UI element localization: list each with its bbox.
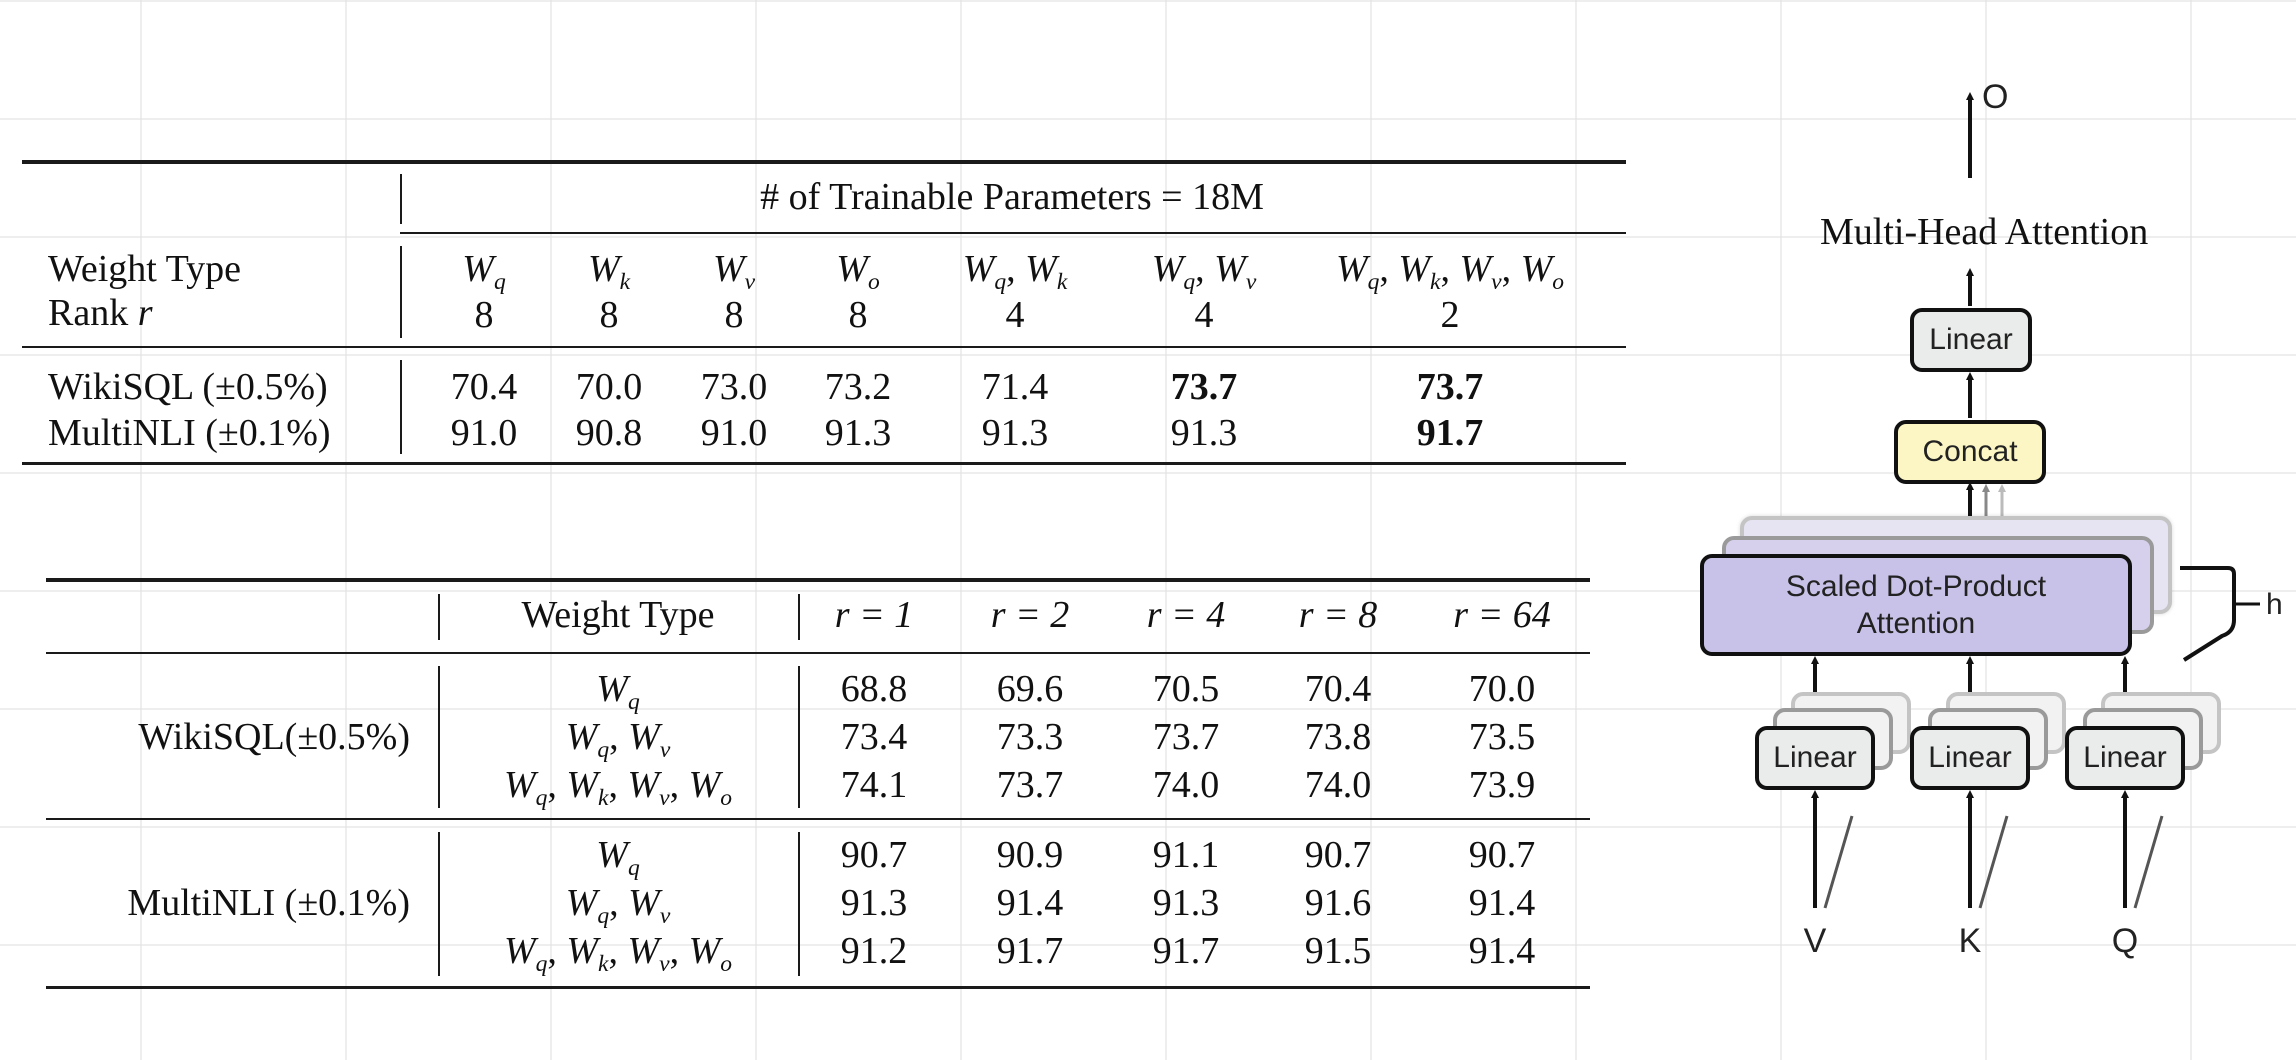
weight-separator: ,	[669, 930, 689, 972]
multi-head-attention-diagram	[1700, 60, 2296, 1000]
table-cell: 73.2	[824, 366, 892, 408]
rank-value: 2	[1440, 294, 1460, 336]
weight-separator: ,	[609, 716, 629, 758]
weight-subscript: q	[994, 269, 1007, 296]
h-bracket	[2180, 568, 2234, 660]
table-cell: 68.8	[840, 668, 908, 710]
weight-symbol: $W_q$	[596, 668, 640, 716]
weight-separator: ,	[1379, 248, 1399, 290]
table-cell: 91.4	[1468, 930, 1536, 972]
table-cell: 73.7	[996, 764, 1064, 806]
column-divider	[438, 666, 440, 808]
column-divider	[798, 666, 800, 808]
weight-type-cell	[566, 884, 671, 929]
rank-variable: r	[137, 292, 153, 334]
table-trainable-parameters	[22, 160, 1626, 470]
heads-label: h	[2266, 588, 2283, 621]
weight-separator: ,	[1006, 248, 1026, 290]
table-cell: 73.7	[1416, 366, 1484, 408]
table-cell: 90.7	[1304, 834, 1372, 876]
weight-symbol: $W_q$	[462, 248, 506, 296]
weight-subscript: q	[535, 785, 548, 812]
weight-symbol: $W_o$	[1520, 248, 1565, 296]
row-label: WikiSQL (±0.5%)	[48, 366, 328, 408]
table-cell: 70.0	[575, 366, 643, 408]
weight-symbol: $W_q$	[1335, 248, 1380, 296]
table-cell: 90.8	[575, 412, 643, 454]
column-divider	[400, 174, 402, 224]
table-cell: 73.9	[1468, 764, 1536, 806]
weight-subscript: o	[1552, 269, 1565, 296]
weight-type-cell	[504, 766, 732, 811]
weight-subscript: o	[720, 785, 733, 812]
weight-separator: ,	[608, 764, 628, 806]
input-label: V	[1803, 922, 1827, 960]
linear-input-box: Linear	[2065, 726, 2185, 790]
table-cell: 91.2	[840, 930, 908, 972]
table-cell: 91.3	[1152, 882, 1220, 924]
row-label-weight-type: Weight Type	[48, 248, 242, 290]
weight-type-cell	[596, 670, 639, 715]
rank-header: r = 8	[1298, 594, 1378, 636]
weight-symbol: $W_v$	[627, 764, 670, 812]
weight-type-cell	[596, 836, 639, 881]
weight-symbol: $W_q$	[962, 248, 1007, 296]
weight-symbol: $W_k$	[566, 930, 609, 978]
mid-rule	[22, 346, 1626, 348]
weight-symbol: $W_q$	[503, 764, 548, 812]
table-cell: 91.5	[1304, 930, 1372, 972]
weight-type-header	[836, 250, 879, 295]
weight-symbol: $W_o$	[836, 248, 880, 296]
weight-type-header	[1336, 250, 1564, 295]
group-label: MultiNLI (±0.1%)	[127, 882, 410, 924]
table-cell: 91.4	[996, 882, 1064, 924]
weight-subscript: v	[1245, 269, 1257, 296]
rank-header: r = 1	[834, 594, 914, 636]
weight-separator: ,	[669, 764, 689, 806]
weight-subscript: v	[659, 785, 670, 812]
weight-type-header	[963, 250, 1068, 295]
weight-subscript: q	[493, 269, 506, 296]
shadow-branch	[1825, 816, 1852, 908]
table-cell: 91.0	[450, 412, 518, 454]
weight-type-header	[713, 250, 755, 295]
rank-value: 4	[1194, 294, 1214, 336]
weight-symbol: $W_v$	[627, 930, 670, 978]
weight-type-header	[588, 250, 630, 295]
weight-type-header	[462, 250, 505, 295]
table-cell: 91.7	[996, 930, 1064, 972]
weight-subscript: q	[627, 855, 640, 882]
rank-value: 8	[599, 294, 619, 336]
table-cell: 74.1	[840, 764, 908, 806]
table-cell: 91.0	[700, 412, 768, 454]
weight-symbol: $W_v$	[712, 248, 756, 296]
table-cell: 73.4	[840, 716, 908, 758]
bottom-rule	[22, 462, 1626, 465]
weight-subscript: q	[597, 737, 610, 764]
table-cell: 91.3	[981, 412, 1049, 454]
table-cell: 90.7	[1468, 834, 1536, 876]
table-cell: 70.5	[1152, 668, 1220, 710]
weight-subscript: o	[867, 269, 880, 296]
table-cell: 73.8	[1304, 716, 1372, 758]
weight-subscript: k	[1430, 269, 1441, 296]
column-divider	[400, 246, 402, 338]
weight-symbol: $W_q$	[565, 716, 610, 764]
mid-rule	[400, 232, 1626, 234]
weight-subscript: k	[598, 785, 609, 812]
weight-symbol: $W_o$	[688, 930, 733, 978]
weight-symbol: $W_k$	[1398, 248, 1441, 296]
table-cell: 91.3	[824, 412, 892, 454]
weight-separator: ,	[1440, 248, 1460, 290]
input-label: K	[1958, 922, 1982, 960]
weight-type-cell	[504, 932, 732, 977]
table-cell: 91.7	[1416, 412, 1484, 454]
table-cell: 91.7	[1152, 930, 1220, 972]
shadow-branch	[2135, 816, 2162, 908]
table-cell: 73.0	[700, 366, 768, 408]
rank-value: 8	[474, 294, 494, 336]
weight-subscript: v	[659, 951, 670, 978]
input-label: Q	[2111, 922, 2139, 960]
weight-type-header	[1152, 250, 1257, 295]
weight-separator: ,	[609, 882, 629, 924]
header-trainable-parameters: # of Trainable Parameters = 18M	[760, 176, 1264, 218]
weight-symbol: $W_q$	[565, 882, 610, 930]
row-label: MultiNLI (±0.1%)	[48, 412, 331, 454]
rank-text: Rank	[48, 292, 129, 334]
table-cell: 90.7	[840, 834, 908, 876]
weight-subscript: k	[598, 951, 609, 978]
group-label: WikiSQL(±0.5%)	[138, 716, 410, 758]
column-divider	[798, 832, 800, 976]
weight-subscript: q	[1183, 269, 1196, 296]
table-cell: 70.0	[1468, 668, 1536, 710]
table-cell: 90.9	[996, 834, 1064, 876]
weight-symbol: $W_v$	[1459, 248, 1502, 296]
table-cell: 70.4	[450, 366, 518, 408]
weight-symbol: $W_k$	[1025, 248, 1068, 296]
weight-symbol: $W_k$	[566, 764, 609, 812]
top-rule	[22, 160, 1626, 164]
weight-subscript: q	[597, 903, 610, 930]
linear-input-box: Linear	[1755, 726, 1875, 790]
table-rank-ablation	[46, 578, 1590, 992]
rank-value: 8	[724, 294, 744, 336]
column-divider	[798, 594, 800, 640]
scaled-dot-product-attention-box: Scaled Dot-Product Attention	[1700, 554, 2132, 656]
rank-header: r = 4	[1146, 594, 1226, 636]
column-divider	[400, 360, 402, 454]
linear-output-box: Linear	[1910, 308, 2032, 372]
weight-symbol: $W_v$	[628, 882, 671, 930]
weight-symbol: $W_o$	[688, 764, 733, 812]
header-weight-type: Weight Type	[521, 594, 715, 636]
weight-subscript: q	[627, 689, 640, 716]
bottom-rule	[46, 986, 1590, 989]
weight-symbol: $W_v$	[628, 716, 671, 764]
table-cell: 91.4	[1468, 882, 1536, 924]
rank-value: 4	[1005, 294, 1025, 336]
linear-input-box: Linear	[1910, 726, 2030, 790]
weight-subscript: q	[535, 951, 548, 978]
column-divider	[438, 832, 440, 976]
weight-symbol: $W_k$	[587, 248, 631, 296]
table-cell: 71.4	[981, 366, 1049, 408]
table-cell: 73.7	[1152, 716, 1220, 758]
table-cell: 74.0	[1304, 764, 1372, 806]
weight-separator: ,	[1195, 248, 1215, 290]
weight-separator: ,	[547, 930, 567, 972]
weight-subscript: v	[744, 269, 756, 296]
row-label-rank	[48, 294, 153, 332]
table-cell: 91.1	[1152, 834, 1220, 876]
diagram-title: Multi-Head Attention	[1820, 211, 2149, 253]
weight-separator: ,	[608, 930, 628, 972]
weight-symbol: $W_q$	[1151, 248, 1196, 296]
column-divider	[438, 594, 440, 640]
rank-value: 8	[848, 294, 868, 336]
top-rule	[46, 578, 1590, 582]
weight-type-cell	[566, 718, 671, 763]
table-cell: 69.6	[996, 668, 1064, 710]
shadow-branch	[1980, 816, 2007, 908]
concat-box: Concat	[1894, 420, 2046, 484]
weight-symbol: $W_q$	[503, 930, 548, 978]
group-rule	[46, 818, 1590, 820]
weight-subscript: v	[659, 903, 671, 930]
table-cell: 91.6	[1304, 882, 1372, 924]
weight-subscript: v	[1491, 269, 1502, 296]
table-cell: 74.0	[1152, 764, 1220, 806]
table-cell: 91.3	[1170, 412, 1238, 454]
weight-symbol: $W_v$	[1214, 248, 1257, 296]
output-label: O	[1982, 78, 2009, 116]
weight-subscript: k	[619, 269, 631, 296]
rank-header: r = 64	[1453, 594, 1551, 636]
weight-symbol: $W_q$	[596, 834, 640, 882]
rank-header: r = 2	[990, 594, 1070, 636]
table-cell: 91.3	[840, 882, 908, 924]
header-rule	[46, 652, 1590, 654]
table-cell: 73.5	[1468, 716, 1536, 758]
weight-subscript: v	[659, 737, 671, 764]
weight-separator: ,	[547, 764, 567, 806]
weight-subscript: q	[1367, 269, 1380, 296]
weight-subscript: o	[720, 951, 733, 978]
table-cell: 73.3	[996, 716, 1064, 758]
weight-subscript: k	[1056, 269, 1068, 296]
table-cell: 70.4	[1304, 668, 1372, 710]
table-cell: 73.7	[1170, 366, 1238, 408]
weight-separator: ,	[1501, 248, 1521, 290]
